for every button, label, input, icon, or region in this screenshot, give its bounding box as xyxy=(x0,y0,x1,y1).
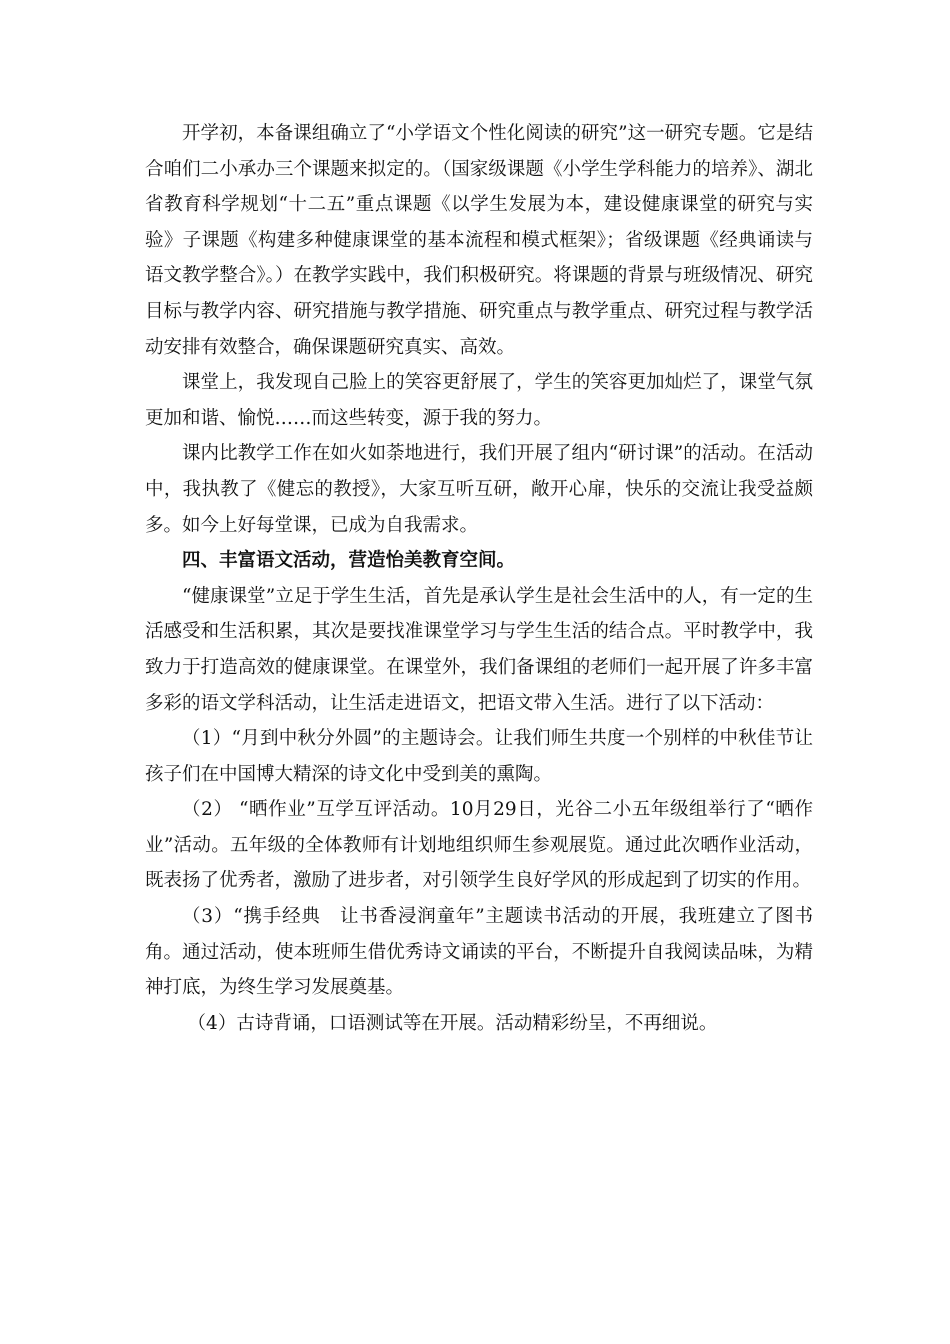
section-intro: “健康课堂”立足于学生生活，首先是承认学生是社会生活中的人，有一定的生活感受和生活积累，其次是要找准课堂学习与学生生活的结合点。平时教学中，我致力于打造高效的健康课堂。在课堂外，我们备课组的老师们一起开展了许多丰富多彩的语文学科活动，让生活走进语文，把语文带入生活。进行了以下活动： xyxy=(145,585,813,714)
document-body xyxy=(145,116,813,1041)
paragraph-research-topic: 开学初，本备课组确立了“小学语文个性化阅读的研究”这一研究专题。它是结合咱们二小承办三个课题来拟定的。（国家级课题《小学生学科能力的培养》、湖北省教育科学规划“十二五”重点课题《以学生发展为本，建设健康课堂的研究与实验》子课题《构建多种健康课堂的基本流程和模式框架》；省级课题《经典诵读与语文教学整合》。）在教学实践中，我们积极研究。将课题的背景与班级情况、研究目标与教学内容、研究措施与教学措施、研究重点与教学重点、研究过程与教学活动安排有效整合，确保课题研究真实、高效。 xyxy=(145,123,813,358)
activity-item-1: （1）“月到中秋分外圆”的主题诗会。让我们师生共度一个别样的中秋佳节让孩子们在中国博大精深的诗文化中受到美的熏陶。 xyxy=(145,728,813,785)
paragraph-classroom-smile: 课堂上，我发现自己脸上的笑容更舒展了，学生的笑容更加灿烂了，课堂气氛更加和谐、愉悦……而这些转变，源于我的努力。 xyxy=(145,372,813,429)
section-heading: 四、丰富语文活动，营造怡美教育空间。 xyxy=(182,550,516,572)
activity-item-4: （4）古诗背诵，口语测试等在开展。活动精彩纷呈，不再细说。 xyxy=(187,1012,718,1034)
activity-item-2: （2） “晒作业”互学互评活动。10月29日，光谷二小五年级组举行了“晒作业”活动。五年级的全体教师有计划地组织师生参观展览。通过此次晒作业活动，既表扬了优秀者，激励了进步者，对引领学生良好学风的形成起到了切实的作用。 xyxy=(145,799,813,892)
paragraph-seminar-lesson: 课内比教学工作在如火如荼地进行，我们开展了组内“研讨课”的活动。在活动中，我执教了《健忘的教授》，大家互听互研，敞开心扉，快乐的交流让我受益颇多。如今上好每堂课，已成为自我需求。 xyxy=(145,443,813,536)
activity-item-3: （3）“携手经典 让书香浸润童年”主题读书活动的开展，我班建立了图书角。通过活动，使本班师生借优秀诗文诵读的平台，不断提升自我阅读品味，为精神打底，为终生学习发展奠基。 xyxy=(145,906,813,999)
